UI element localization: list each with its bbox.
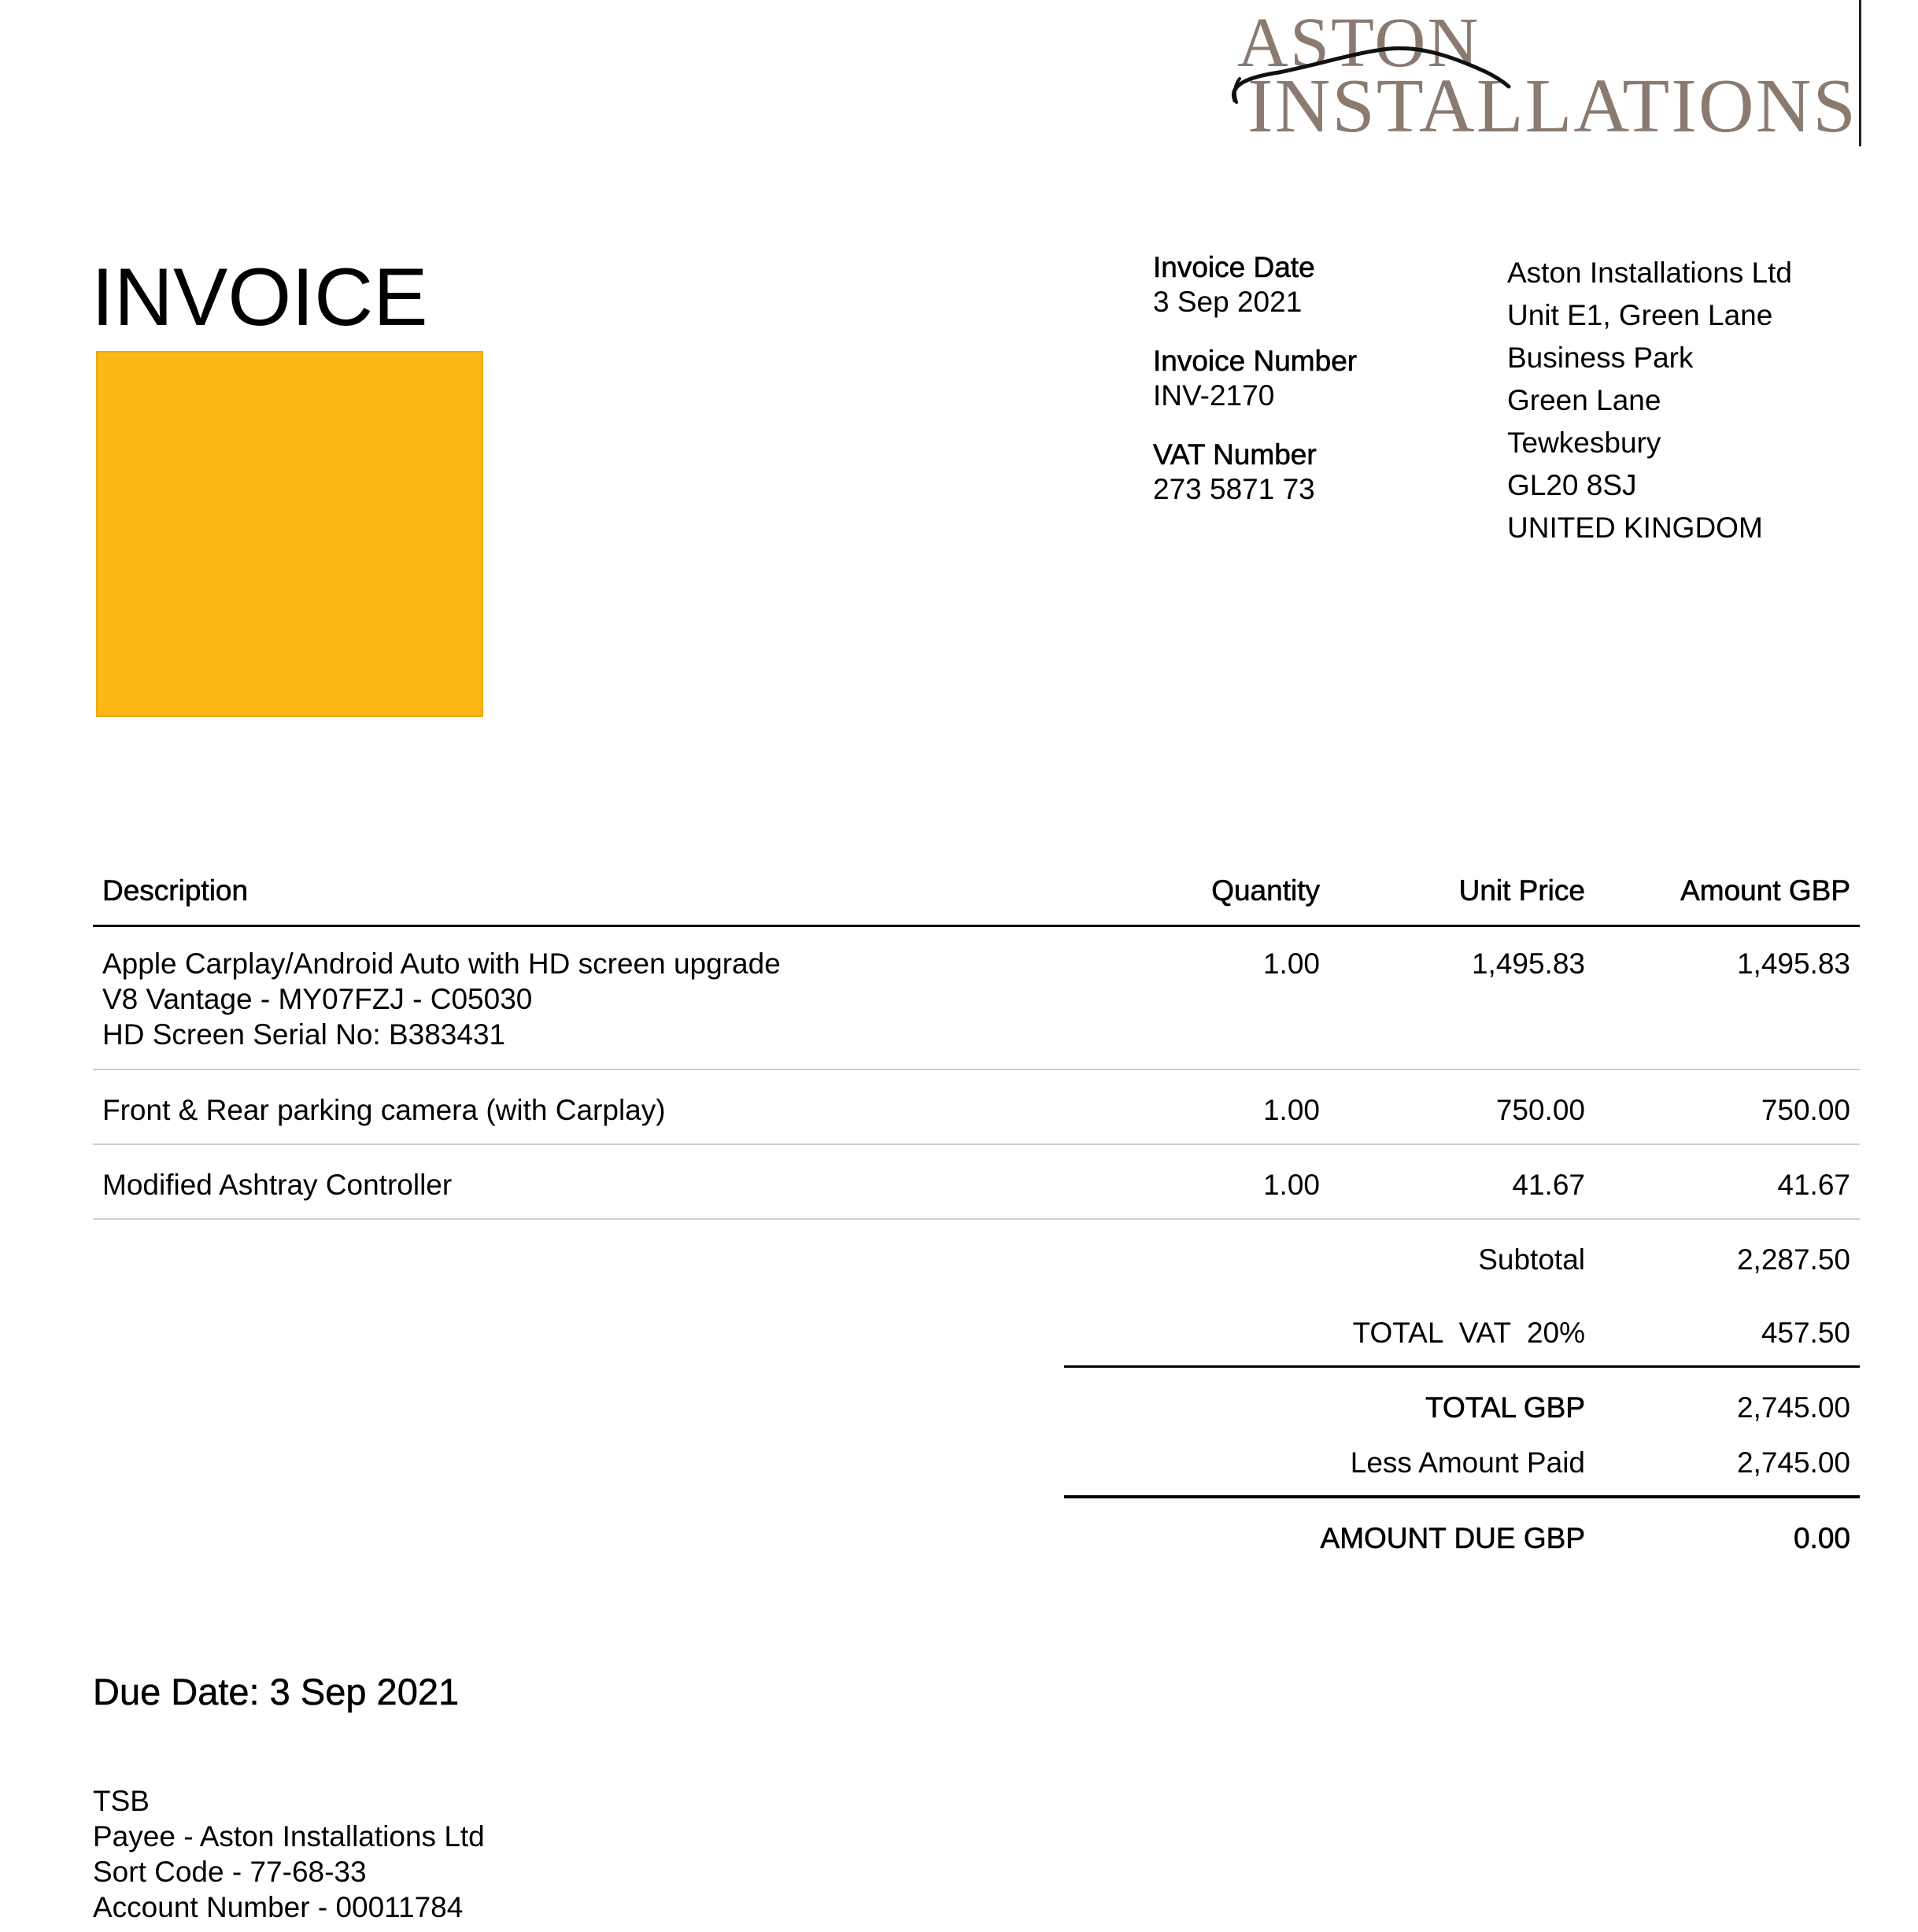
table-row-amount: 1,495.83	[1736, 948, 1850, 980]
bank-details	[93, 1783, 485, 1925]
company-logo	[1224, 0, 1857, 150]
address-line: Aston Installations Ltd	[1507, 257, 1792, 289]
address-line: Unit E1, Green Lane	[1507, 299, 1773, 331]
amount-due-label: AMOUNT DUE GBP	[1320, 1522, 1585, 1554]
invoice-date: 3 Sep 2021	[1153, 286, 1303, 318]
page-title: INVOICE	[91, 252, 428, 343]
table-row-description	[102, 1092, 666, 1128]
vat-label: TOTAL VAT 20%	[1352, 1317, 1585, 1349]
vat-number-label: VAT Number	[1153, 438, 1317, 471]
table-row-amount: 41.67	[1777, 1169, 1850, 1201]
car-swoosh-icon	[1224, 0, 1838, 150]
table-row-unit-price: 1,495.83	[1471, 948, 1585, 980]
company-address	[1507, 252, 1792, 549]
amount-due-divider	[1064, 1495, 1860, 1498]
invoice-date-label: Invoice Date	[1153, 251, 1315, 283]
bank-line: Payee - Aston Installations Ltd	[93, 1820, 485, 1853]
invoice-number: INV-2170	[1153, 379, 1275, 412]
table-row-unit-price: 750.00	[1495, 1094, 1585, 1126]
column-header-amount: Amount GBP	[1680, 874, 1850, 907]
column-header-unit-price: Unit Price	[1458, 874, 1585, 907]
totals-divider	[1064, 1365, 1860, 1368]
column-header-description: Description	[102, 874, 249, 907]
table-row-description	[102, 1167, 452, 1202]
invoice-meta	[1153, 250, 1484, 531]
row-divider	[93, 1143, 1860, 1145]
description-line: HD Screen Serial No: B383431	[102, 1018, 506, 1051]
address-line: Business Park	[1507, 342, 1694, 374]
amount-paid-value: 2,745.00	[1736, 1446, 1850, 1479]
invoice-number-label: Invoice Number	[1153, 345, 1358, 377]
address-line: GL20 8SJ	[1507, 469, 1637, 501]
table-row-quantity: 1.00	[1262, 1094, 1320, 1126]
vat-number: 273 5871 73	[1153, 473, 1315, 505]
total-label: TOTAL GBP	[1425, 1391, 1585, 1424]
table-row-description	[102, 946, 781, 1052]
address-line: Green Lane	[1507, 384, 1661, 416]
logo-line-1: ASTON	[1237, 4, 1480, 82]
vat-value: 457.50	[1761, 1317, 1850, 1349]
description-line: Apple Carplay/Android Auto with HD screen upgrade	[102, 948, 781, 980]
table-row-quantity: 1.00	[1262, 1169, 1320, 1201]
subtotal-value: 2,287.50	[1736, 1243, 1850, 1276]
bank-line: TSB	[93, 1785, 150, 1817]
table-row-unit-price: 41.67	[1512, 1169, 1585, 1201]
row-divider	[93, 1218, 1860, 1220]
column-header-quantity: Quantity	[1211, 874, 1320, 907]
description-line: Front & Rear parking camera (with Carplay)	[102, 1094, 666, 1126]
logo-line-2: INSTALLATIONS	[1247, 64, 1857, 149]
table-row-quantity: 1.00	[1262, 948, 1320, 980]
total-value: 2,745.00	[1736, 1391, 1850, 1424]
header-divider-line	[93, 925, 1860, 927]
bank-line: Account Number - 00011784	[93, 1891, 464, 1923]
header-divider	[1859, 0, 1861, 146]
due-date: Due Date: 3 Sep 2021	[93, 1671, 460, 1712]
address-line: UNITED KINGDOM	[1507, 512, 1763, 544]
amount-paid-label: Less Amount Paid	[1350, 1446, 1585, 1479]
address-line: Tewkesbury	[1507, 427, 1661, 459]
row-divider	[93, 1069, 1860, 1070]
table-row-amount: 750.00	[1761, 1094, 1850, 1126]
description-line: Modified Ashtray Controller	[102, 1169, 453, 1201]
subtotal-label: Subtotal	[1478, 1243, 1585, 1276]
description-line: V8 Vantage - MY07FZJ - C05030	[102, 983, 533, 1015]
color-swatch	[96, 351, 483, 717]
amount-due-value: 0.00	[1793, 1522, 1850, 1554]
bank-line: Sort Code - 77-68-33	[93, 1856, 367, 1888]
